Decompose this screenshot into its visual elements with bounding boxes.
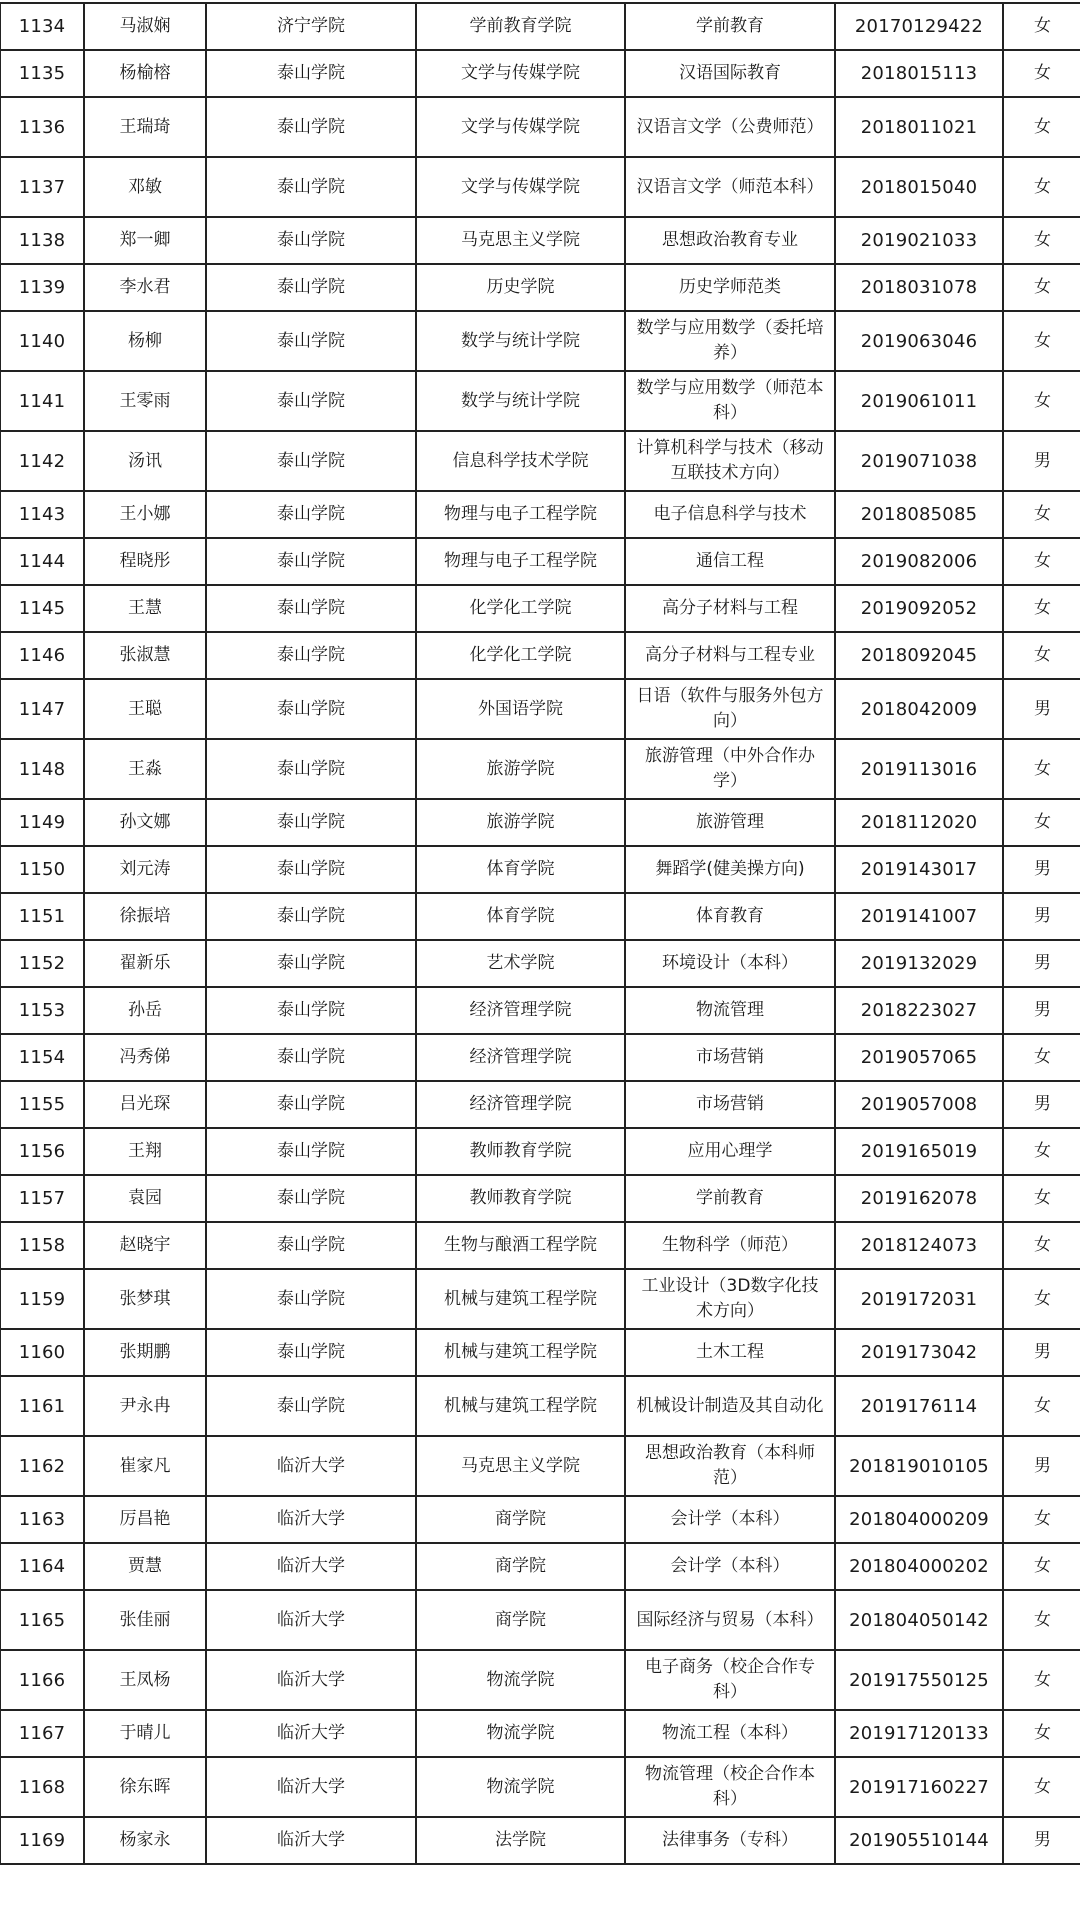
cell-student-name: 王凤杨 <box>84 1650 206 1710</box>
cell-student-name: 尹永冉 <box>84 1376 206 1436</box>
cell-college: 机械与建筑工程学院 <box>416 1269 625 1329</box>
cell-student-id: 2018085085 <box>835 491 1003 538</box>
cell-student-name: 郑一卿 <box>84 217 206 264</box>
cell-student-name: 王瑞琦 <box>84 97 206 157</box>
cell-student-name: 马淑娴 <box>84 3 206 50</box>
cell-school: 泰山学院 <box>206 893 416 940</box>
cell-student-name: 王慧 <box>84 585 206 632</box>
table-row <box>0 739 1080 799</box>
cell-serial-number: 1139 <box>0 264 84 311</box>
cell-college: 法学院 <box>416 1817 625 1864</box>
cell-gender: 女 <box>1003 1590 1080 1650</box>
cell-gender: 女 <box>1003 371 1080 431</box>
cell-school: 泰山学院 <box>206 50 416 97</box>
cell-serial-number: 1161 <box>0 1376 84 1436</box>
cell-major: 思想政治教育专业 <box>625 217 835 264</box>
cell-major: 市场营销 <box>625 1081 835 1128</box>
cell-student-id: 2018011021 <box>835 97 1003 157</box>
cell-major: 计算机科学与技术（移动互联技术方向） <box>625 431 835 491</box>
table-row <box>0 491 1080 538</box>
cell-major: 物流管理 <box>625 987 835 1034</box>
cell-school: 临沂大学 <box>206 1757 416 1817</box>
cell-college: 数学与统计学院 <box>416 311 625 371</box>
cell-student-name: 王零雨 <box>84 371 206 431</box>
cell-major: 舞蹈学(健美操方向) <box>625 846 835 893</box>
cell-college: 马克思主义学院 <box>416 1436 625 1496</box>
cell-student-id: 2019082006 <box>835 538 1003 585</box>
cell-gender: 女 <box>1003 632 1080 679</box>
cell-serial-number: 1137 <box>0 157 84 217</box>
cell-major: 日语（软件与服务外包方向） <box>625 679 835 739</box>
cell-major: 法律事务（专科） <box>625 1817 835 1864</box>
cell-serial-number: 1157 <box>0 1175 84 1222</box>
cell-school: 泰山学院 <box>206 1376 416 1436</box>
cell-serial-number: 1134 <box>0 3 84 50</box>
table-row <box>0 1590 1080 1650</box>
cell-school: 泰山学院 <box>206 491 416 538</box>
table-row <box>0 371 1080 431</box>
table-row <box>0 1496 1080 1543</box>
cell-school: 泰山学院 <box>206 97 416 157</box>
cell-school: 临沂大学 <box>206 1710 416 1757</box>
cell-student-name: 冯秀俤 <box>84 1034 206 1081</box>
cell-school: 泰山学院 <box>206 799 416 846</box>
cell-serial-number: 1145 <box>0 585 84 632</box>
cell-student-name: 翟新乐 <box>84 940 206 987</box>
cell-school: 泰山学院 <box>206 311 416 371</box>
cell-gender: 女 <box>1003 1376 1080 1436</box>
cell-serial-number: 1168 <box>0 1757 84 1817</box>
cell-gender: 女 <box>1003 217 1080 264</box>
cell-student-id: 2018223027 <box>835 987 1003 1034</box>
cell-school: 泰山学院 <box>206 1128 416 1175</box>
cell-college: 体育学院 <box>416 846 625 893</box>
cell-major: 电子信息科学与技术 <box>625 491 835 538</box>
cell-student-name: 厉昌艳 <box>84 1496 206 1543</box>
cell-gender: 男 <box>1003 846 1080 893</box>
cell-student-name: 孙岳 <box>84 987 206 1034</box>
cell-student-id: 2019141007 <box>835 893 1003 940</box>
cell-school: 临沂大学 <box>206 1436 416 1496</box>
cell-gender: 男 <box>1003 679 1080 739</box>
cell-gender: 女 <box>1003 491 1080 538</box>
cell-school: 泰山学院 <box>206 1081 416 1128</box>
cell-gender: 女 <box>1003 1128 1080 1175</box>
cell-student-id: 2019132029 <box>835 940 1003 987</box>
cell-student-id: 2019176114 <box>835 1376 1003 1436</box>
cell-student-name: 张佳丽 <box>84 1590 206 1650</box>
cell-student-name: 贾慧 <box>84 1543 206 1590</box>
cell-major: 土木工程 <box>625 1329 835 1376</box>
cell-school: 泰山学院 <box>206 846 416 893</box>
cell-college: 机械与建筑工程学院 <box>416 1329 625 1376</box>
cell-school: 泰山学院 <box>206 940 416 987</box>
table-row <box>0 1175 1080 1222</box>
table-row <box>0 50 1080 97</box>
cell-major: 电子商务（校企合作专科） <box>625 1650 835 1710</box>
cell-student-name: 杨柳 <box>84 311 206 371</box>
cell-student-name: 王聪 <box>84 679 206 739</box>
cell-school: 泰山学院 <box>206 1034 416 1081</box>
cell-college: 教师教育学院 <box>416 1128 625 1175</box>
cell-college: 化学化工学院 <box>416 585 625 632</box>
cell-gender: 男 <box>1003 940 1080 987</box>
cell-gender: 女 <box>1003 1269 1080 1329</box>
cell-serial-number: 1162 <box>0 1436 84 1496</box>
table-row <box>0 157 1080 217</box>
cell-school: 泰山学院 <box>206 157 416 217</box>
cell-gender: 女 <box>1003 50 1080 97</box>
cell-serial-number: 1144 <box>0 538 84 585</box>
cell-major: 汉语言文学（公费师范） <box>625 97 835 157</box>
cell-major: 物流工程（本科） <box>625 1710 835 1757</box>
table-row <box>0 632 1080 679</box>
cell-student-id: 2019061011 <box>835 371 1003 431</box>
cell-student-id: 2018042009 <box>835 679 1003 739</box>
cell-student-name: 王小娜 <box>84 491 206 538</box>
cell-college: 文学与传媒学院 <box>416 97 625 157</box>
cell-student-name: 杨家永 <box>84 1817 206 1864</box>
table-row <box>0 799 1080 846</box>
cell-major: 市场营销 <box>625 1034 835 1081</box>
cell-school: 泰山学院 <box>206 679 416 739</box>
table-row <box>0 1081 1080 1128</box>
table-row <box>0 1222 1080 1269</box>
student-list-table-container <box>0 2 1080 1865</box>
cell-serial-number: 1140 <box>0 311 84 371</box>
cell-student-id: 2019113016 <box>835 739 1003 799</box>
cell-student-id: 2019057065 <box>835 1034 1003 1081</box>
cell-student-id: 2018112020 <box>835 799 1003 846</box>
cell-major: 高分子材料与工程专业 <box>625 632 835 679</box>
cell-major: 体育教育 <box>625 893 835 940</box>
cell-major: 机械设计制造及其自动化 <box>625 1376 835 1436</box>
cell-serial-number: 1154 <box>0 1034 84 1081</box>
cell-gender: 男 <box>1003 431 1080 491</box>
cell-gender: 女 <box>1003 1710 1080 1757</box>
cell-college: 数学与统计学院 <box>416 371 625 431</box>
cell-gender: 男 <box>1003 1817 1080 1864</box>
cell-gender: 女 <box>1003 1222 1080 1269</box>
table-row <box>0 1128 1080 1175</box>
cell-student-id: 201917160227 <box>835 1757 1003 1817</box>
cell-major: 学前教育 <box>625 1175 835 1222</box>
cell-school: 泰山学院 <box>206 1175 416 1222</box>
cell-serial-number: 1141 <box>0 371 84 431</box>
cell-serial-number: 1149 <box>0 799 84 846</box>
cell-major: 会计学（本科） <box>625 1496 835 1543</box>
cell-serial-number: 1136 <box>0 97 84 157</box>
cell-student-id: 2019165019 <box>835 1128 1003 1175</box>
table-row <box>0 940 1080 987</box>
cell-serial-number: 1155 <box>0 1081 84 1128</box>
cell-school: 泰山学院 <box>206 739 416 799</box>
cell-student-name: 汤讯 <box>84 431 206 491</box>
student-list-table <box>0 2 1080 1865</box>
cell-college: 教师教育学院 <box>416 1175 625 1222</box>
cell-student-id: 2019092052 <box>835 585 1003 632</box>
table-row <box>0 679 1080 739</box>
cell-gender: 女 <box>1003 538 1080 585</box>
cell-serial-number: 1147 <box>0 679 84 739</box>
cell-college: 艺术学院 <box>416 940 625 987</box>
cell-college: 外国语学院 <box>416 679 625 739</box>
cell-student-name: 张梦琪 <box>84 1269 206 1329</box>
cell-gender: 女 <box>1003 97 1080 157</box>
cell-serial-number: 1135 <box>0 50 84 97</box>
cell-school: 泰山学院 <box>206 1329 416 1376</box>
cell-major: 高分子材料与工程 <box>625 585 835 632</box>
table-row <box>0 97 1080 157</box>
cell-major: 工业设计（3D数字化技术方向） <box>625 1269 835 1329</box>
cell-student-id: 2019162078 <box>835 1175 1003 1222</box>
cell-student-id: 2019057008 <box>835 1081 1003 1128</box>
table-body <box>0 3 1080 1864</box>
cell-student-id: 2018015113 <box>835 50 1003 97</box>
cell-major: 旅游管理（中外合作办学） <box>625 739 835 799</box>
cell-serial-number: 1152 <box>0 940 84 987</box>
cell-student-id: 201804050142 <box>835 1590 1003 1650</box>
table-row <box>0 1436 1080 1496</box>
table-row <box>0 311 1080 371</box>
cell-college: 信息科学技术学院 <box>416 431 625 491</box>
cell-student-name: 袁园 <box>84 1175 206 1222</box>
cell-serial-number: 1138 <box>0 217 84 264</box>
cell-student-name: 吕光琛 <box>84 1081 206 1128</box>
cell-college: 经济管理学院 <box>416 1081 625 1128</box>
cell-serial-number: 1159 <box>0 1269 84 1329</box>
cell-major: 生物科学（师范） <box>625 1222 835 1269</box>
cell-major: 数学与应用数学（委托培养） <box>625 311 835 371</box>
cell-student-id: 201905510144 <box>835 1817 1003 1864</box>
cell-major: 汉语言文学（师范本科） <box>625 157 835 217</box>
cell-college: 商学院 <box>416 1590 625 1650</box>
cell-student-id: 2019021033 <box>835 217 1003 264</box>
cell-serial-number: 1150 <box>0 846 84 893</box>
cell-gender: 女 <box>1003 1496 1080 1543</box>
cell-school: 临沂大学 <box>206 1543 416 1590</box>
table-row <box>0 3 1080 50</box>
cell-gender: 女 <box>1003 157 1080 217</box>
cell-gender: 女 <box>1003 1034 1080 1081</box>
cell-gender: 男 <box>1003 893 1080 940</box>
cell-student-id: 201819010105 <box>835 1436 1003 1496</box>
table-row <box>0 1034 1080 1081</box>
cell-gender: 女 <box>1003 1543 1080 1590</box>
cell-college: 物流学院 <box>416 1710 625 1757</box>
table-row <box>0 1376 1080 1436</box>
table-row <box>0 1757 1080 1817</box>
cell-student-name: 张期鹏 <box>84 1329 206 1376</box>
cell-serial-number: 1146 <box>0 632 84 679</box>
cell-school: 泰山学院 <box>206 371 416 431</box>
cell-major: 环境设计（本科） <box>625 940 835 987</box>
cell-college: 学前教育学院 <box>416 3 625 50</box>
cell-student-id: 201804000202 <box>835 1543 1003 1590</box>
cell-student-name: 刘元涛 <box>84 846 206 893</box>
cell-gender: 女 <box>1003 311 1080 371</box>
cell-serial-number: 1158 <box>0 1222 84 1269</box>
cell-serial-number: 1169 <box>0 1817 84 1864</box>
cell-major: 会计学（本科） <box>625 1543 835 1590</box>
cell-school: 临沂大学 <box>206 1590 416 1650</box>
cell-school: 泰山学院 <box>206 987 416 1034</box>
cell-major: 通信工程 <box>625 538 835 585</box>
cell-student-name: 杨榆榕 <box>84 50 206 97</box>
cell-serial-number: 1153 <box>0 987 84 1034</box>
cell-student-id: 2018031078 <box>835 264 1003 311</box>
cell-college: 旅游学院 <box>416 739 625 799</box>
cell-student-name: 赵晓宇 <box>84 1222 206 1269</box>
cell-student-id: 201917550125 <box>835 1650 1003 1710</box>
table-row <box>0 893 1080 940</box>
cell-gender: 女 <box>1003 585 1080 632</box>
cell-student-id: 2019172031 <box>835 1269 1003 1329</box>
cell-college: 物流学院 <box>416 1650 625 1710</box>
cell-gender: 男 <box>1003 987 1080 1034</box>
cell-college: 物流学院 <box>416 1757 625 1817</box>
cell-school: 泰山学院 <box>206 632 416 679</box>
cell-student-name: 崔家凡 <box>84 1436 206 1496</box>
table-row <box>0 431 1080 491</box>
cell-school: 济宁学院 <box>206 3 416 50</box>
cell-gender: 男 <box>1003 1436 1080 1496</box>
cell-school: 泰山学院 <box>206 1222 416 1269</box>
cell-college: 文学与传媒学院 <box>416 157 625 217</box>
cell-school: 临沂大学 <box>206 1817 416 1864</box>
cell-serial-number: 1164 <box>0 1543 84 1590</box>
table-row <box>0 1650 1080 1710</box>
table-row <box>0 846 1080 893</box>
cell-school: 泰山学院 <box>206 585 416 632</box>
cell-school: 泰山学院 <box>206 264 416 311</box>
cell-student-name: 孙文娜 <box>84 799 206 846</box>
cell-serial-number: 1165 <box>0 1590 84 1650</box>
cell-major: 汉语国际教育 <box>625 50 835 97</box>
cell-college: 商学院 <box>416 1496 625 1543</box>
cell-student-name: 徐东晖 <box>84 1757 206 1817</box>
cell-student-name: 于晴儿 <box>84 1710 206 1757</box>
cell-student-id: 2018092045 <box>835 632 1003 679</box>
cell-gender: 男 <box>1003 1329 1080 1376</box>
cell-major: 学前教育 <box>625 3 835 50</box>
cell-gender: 女 <box>1003 1650 1080 1710</box>
cell-student-id: 20170129422 <box>835 3 1003 50</box>
cell-gender: 女 <box>1003 739 1080 799</box>
table-row <box>0 538 1080 585</box>
cell-college: 经济管理学院 <box>416 1034 625 1081</box>
cell-student-name: 张淑慧 <box>84 632 206 679</box>
cell-college: 生物与酿酒工程学院 <box>416 1222 625 1269</box>
cell-gender: 女 <box>1003 1175 1080 1222</box>
cell-serial-number: 1167 <box>0 1710 84 1757</box>
cell-school: 临沂大学 <box>206 1496 416 1543</box>
cell-school: 泰山学院 <box>206 217 416 264</box>
cell-student-id: 2019173042 <box>835 1329 1003 1376</box>
cell-major: 思想政治教育（本科师范） <box>625 1436 835 1496</box>
cell-college: 化学化工学院 <box>416 632 625 679</box>
table-row <box>0 217 1080 264</box>
cell-gender: 女 <box>1003 1757 1080 1817</box>
cell-major: 物流管理（校企合作本科） <box>625 1757 835 1817</box>
cell-student-id: 201804000209 <box>835 1496 1003 1543</box>
cell-serial-number: 1142 <box>0 431 84 491</box>
cell-student-id: 2019063046 <box>835 311 1003 371</box>
cell-serial-number: 1160 <box>0 1329 84 1376</box>
cell-major: 数学与应用数学（师范本科） <box>625 371 835 431</box>
cell-gender: 女 <box>1003 3 1080 50</box>
cell-major: 旅游管理 <box>625 799 835 846</box>
cell-serial-number: 1156 <box>0 1128 84 1175</box>
cell-serial-number: 1151 <box>0 893 84 940</box>
cell-gender: 女 <box>1003 264 1080 311</box>
cell-school: 泰山学院 <box>206 431 416 491</box>
table-row <box>0 1329 1080 1376</box>
cell-student-name: 王淼 <box>84 739 206 799</box>
cell-college: 旅游学院 <box>416 799 625 846</box>
cell-college: 体育学院 <box>416 893 625 940</box>
cell-college: 机械与建筑工程学院 <box>416 1376 625 1436</box>
cell-student-id: 2018015040 <box>835 157 1003 217</box>
cell-college: 马克思主义学院 <box>416 217 625 264</box>
table-row <box>0 1710 1080 1757</box>
cell-student-id: 2018124073 <box>835 1222 1003 1269</box>
cell-student-name: 李水君 <box>84 264 206 311</box>
cell-student-id: 2019143017 <box>835 846 1003 893</box>
cell-college: 文学与传媒学院 <box>416 50 625 97</box>
cell-school: 泰山学院 <box>206 538 416 585</box>
cell-college: 商学院 <box>416 1543 625 1590</box>
cell-college: 经济管理学院 <box>416 987 625 1034</box>
cell-college: 物理与电子工程学院 <box>416 538 625 585</box>
cell-student-name: 程晓彤 <box>84 538 206 585</box>
cell-major: 国际经济与贸易（本科） <box>625 1590 835 1650</box>
table-row <box>0 585 1080 632</box>
cell-gender: 女 <box>1003 799 1080 846</box>
cell-college: 历史学院 <box>416 264 625 311</box>
cell-college: 物理与电子工程学院 <box>416 491 625 538</box>
cell-major: 应用心理学 <box>625 1128 835 1175</box>
cell-student-name: 徐振培 <box>84 893 206 940</box>
cell-serial-number: 1143 <box>0 491 84 538</box>
cell-serial-number: 1148 <box>0 739 84 799</box>
table-row <box>0 1543 1080 1590</box>
cell-student-id: 2019071038 <box>835 431 1003 491</box>
cell-student-name: 王翔 <box>84 1128 206 1175</box>
cell-major: 历史学师范类 <box>625 264 835 311</box>
table-row <box>0 264 1080 311</box>
cell-serial-number: 1166 <box>0 1650 84 1710</box>
table-row <box>0 1269 1080 1329</box>
cell-school: 泰山学院 <box>206 1269 416 1329</box>
cell-serial-number: 1163 <box>0 1496 84 1543</box>
cell-student-name: 邓敏 <box>84 157 206 217</box>
cell-gender: 男 <box>1003 1081 1080 1128</box>
table-row <box>0 987 1080 1034</box>
cell-student-id: 201917120133 <box>835 1710 1003 1757</box>
table-row <box>0 1817 1080 1864</box>
cell-school: 临沂大学 <box>206 1650 416 1710</box>
